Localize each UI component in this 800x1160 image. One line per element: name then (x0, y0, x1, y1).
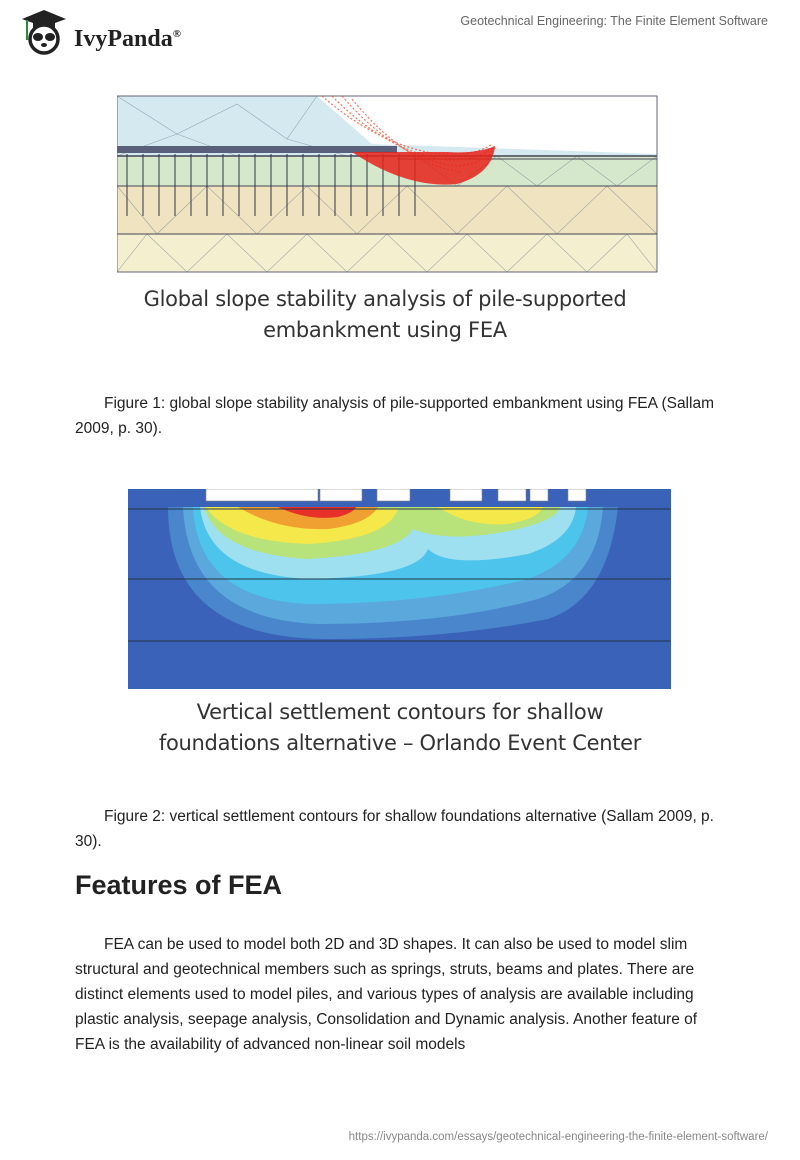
registered-mark: ® (172, 27, 181, 40)
brand-name (74, 26, 181, 53)
figure1-image-caption-line2: embankment using FEA (263, 318, 507, 342)
figure2-image-caption-line1: Vertical settlement contours for shallow (196, 700, 604, 724)
figure1-image-caption-line1: Global slope stability analysis of pile-supported (143, 287, 627, 311)
panda-graduate-icon (20, 8, 68, 56)
figure2-image-caption (100, 697, 700, 759)
section-paragraph: FEA can be used to model both 2D and 3D shapes. It can also be used to model slim structural and geotechnical members such as springs, struts, beams and plates. There are distinct elements used to model piles, and various types of analysis are available including plastic analysis, seepage analysis, Consolidation and Dynamic analysis. Another feature of FEA is the availability of advanced non-linear soil models (75, 936, 698, 1053)
figure2-caption: Figure 2: vertical settlement contours for shallow foundations alternative (Sallam 2009, p. 30). (75, 808, 714, 850)
figure1-caption: Figure 1: global slope stability analysis of pile-supported embankment using FEA (Sallam 2009, p. 30). (75, 395, 714, 437)
section-heading: Features of FEA (75, 870, 283, 900)
source-url[interactable]: https://ivypanda.com/essays/geotechnical-engineering-the-finite-element-software/ (348, 1131, 768, 1143)
figure1-image-caption (100, 284, 670, 346)
figure2-image (128, 489, 671, 689)
figure2-image-caption-line2: foundations alternative – Orlando Event Center (158, 731, 642, 755)
figure1-image (117, 94, 659, 274)
document-title: Geotechnical Engineering: The Finite Element Software (460, 14, 768, 28)
ivypanda-logo[interactable] (20, 8, 181, 56)
brand-text: IvyPanda (74, 25, 173, 52)
